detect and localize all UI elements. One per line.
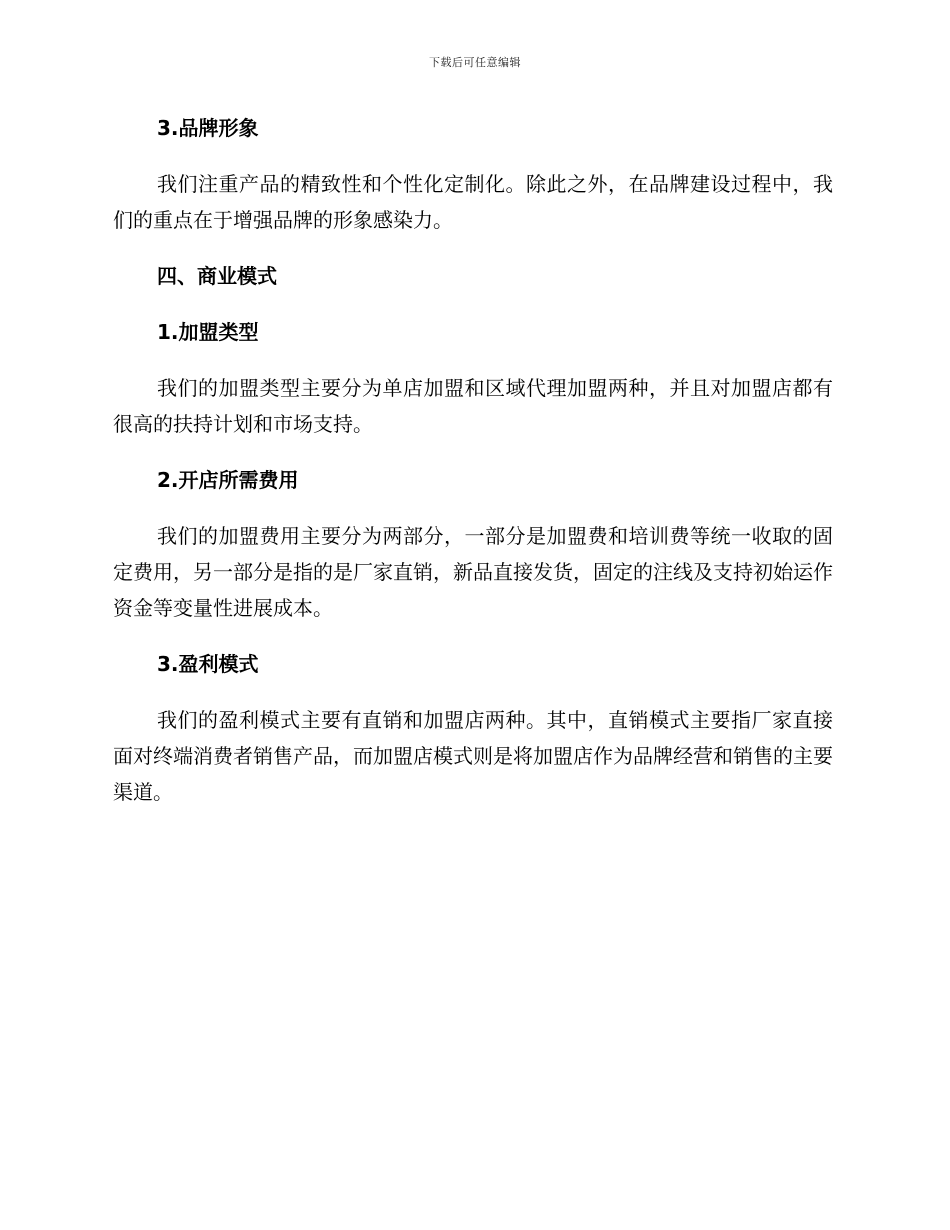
section-paragraph-opening-costs: 我们的加盟费用主要分为两部分，一部分是加盟费和培训费等统一收取的固定费用，另一部分是指的是厂家直销，新品直接发货，固定的注线及支持初始运作资金等变量性进展成本。 — [113, 524, 833, 620]
section-paragraph-brand-image: 我们注重产品的精致性和个性化定制化。除此之外，在品牌建设过程中，我们的重点在于增强品牌的形象感染力。 — [113, 172, 833, 232]
section-paragraph-profit-model: 我们的盈利模式主要有直销和加盟店两种。其中，直销模式主要指厂家直接面对终端消费者销售产品，而加盟店模式则是将加盟店作为品牌经营和销售的主要渠道。 — [113, 708, 833, 804]
section-heading-opening-costs: 2.开店所需费用 — [157, 468, 299, 492]
chapter-heading-business-model: 四、商业模式 — [157, 264, 277, 288]
page-header-note: 下载后可任意编辑 — [429, 56, 521, 69]
section-heading-franchise-type: 1.加盟类型 — [157, 320, 259, 344]
document-body — [113, 110, 833, 810]
section-heading-brand-image: 3.品牌形象 — [157, 116, 259, 140]
section-paragraph-franchise-type: 我们的加盟类型主要分为单店加盟和区域代理加盟两种，并且对加盟店都有很高的扶持计划和市场支持。 — [113, 376, 833, 436]
section-heading-profit-model: 3.盈利模式 — [157, 652, 259, 676]
